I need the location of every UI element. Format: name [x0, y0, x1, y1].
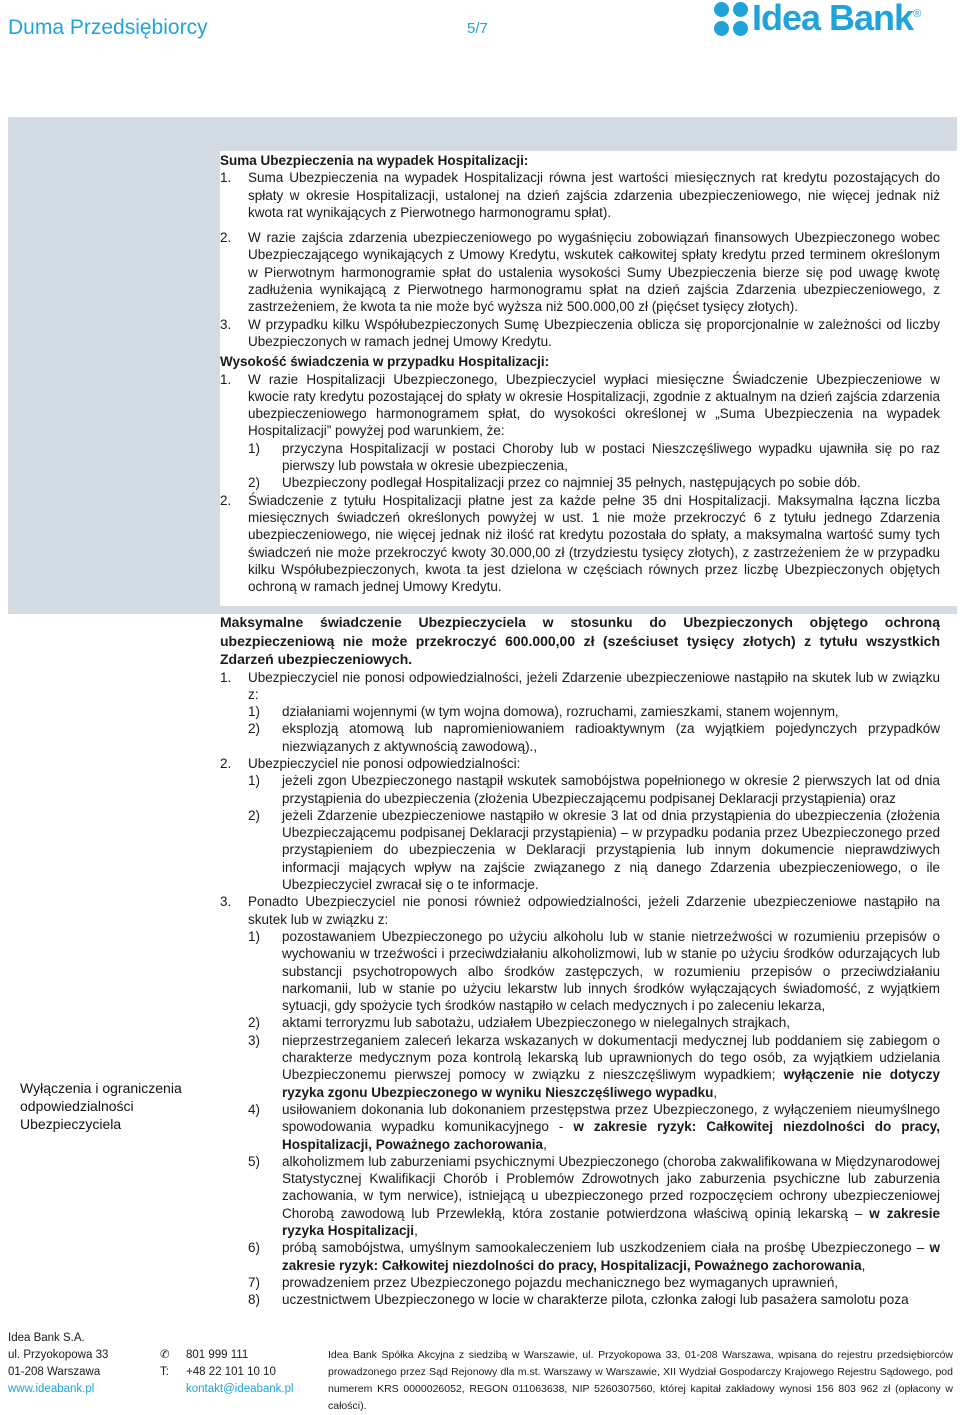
page-number: 5/7	[467, 20, 488, 37]
footer-email-link[interactable]: kontakt@ideabank.pl	[186, 1383, 294, 1395]
sub-item: 2) Ubezpieczony podlegał Hospitalizacji przez co najmniej 35 pełnych, następujących po sobie dób.	[248, 475, 861, 491]
max-benefit-heading: Maksymalne świadczenie Ubezpieczyciela w stosunku do Ubezpieczonych objętego ochroną ubezpieczeniową nie może przekroczyć 600.000,00 zł (sześciuset tysięcy złotych) z tytułu wszystkich Zdarzeń ubezpieczeniowych.	[220, 614, 940, 667]
logo-wordmark: Idea Bank®	[752, 0, 921, 38]
sub-item: 1) działaniami wojennymi (w tym wojna domowa), rozruchami, zamieszkami, stanem wojennym,	[248, 704, 839, 720]
section-label-exclusions: Wyłączenia i ograniczenia odpowiedzialności Ubezpieczyciela	[20, 1080, 182, 1132]
phone-icon: ✆	[160, 1349, 170, 1361]
list-item: 1. W razie Hospitalizacji Ubezpieczonego, Ubezpieczyciel wypłaci miesięczne Świadczenie Ubezpieczeniowe w kwocie raty kredytu pozostającej do spłaty w okresie Hospitalizacji, zgodnie z aktualnym na dzień zajścia zdarzenia ubezpieczeniowego harmonogramem spłat, do wysokości określonej w „Suma Ubezpieczenia na wypadek Hospitalizacji” powyżej pod warunkiem, że:	[220, 371, 940, 439]
sub-item: 6) próbą samobójstwa, umyślnym samookaleczeniem lub uszkodzeniem ciała na prośbę Ubezpieczonego – w zakresie ryzyk: Całkowitej niezdolności do pracy, Hospitalizacji, Poważnego zachorowania,	[248, 1240, 940, 1273]
footer-website-link[interactable]: www.ideabank.pl	[8, 1383, 95, 1395]
exclusions-content	[220, 613, 940, 1308]
footer-address	[8, 1330, 148, 1398]
sub-item: 4) usiłowaniem dokonania lub dokonaniem przestępstwa przez Ubezpieczonego, z wyłączeniem nieumyślnego spowodowania wypadku komunikacyjnego - w zakresie ryzyk: Całkowitej niezdolności do pracy, Hospitalizacji, Poważnego zachorowania,	[248, 1101, 940, 1152]
footer-street: ul. Przyokopowa 33	[8, 1349, 109, 1361]
suma-heading: Suma Ubezpieczenia na wypadek Hospitalizacji:	[220, 153, 529, 168]
footer-phone: ✆ 801 999 111	[160, 1347, 310, 1364]
wysokosc-heading: Wysokość świadczenia w przypadku Hospitalizacji:	[220, 354, 550, 370]
list-item: 1. Suma Ubezpieczenia na wypadek Hospitalizacji równa jest wartości miesięcznych rat kredytu pozostających do spłaty w okresie Hospitalizacji, ustalonej na dzień zajścia zdarzenia ubezpieczeniowego, nie więcej jednak niż kwota rat wynikających z Pierwotnego harmonogramu spłat).	[220, 170, 940, 220]
footer-company: Idea Bank S.A.	[8, 1332, 85, 1344]
list-item: 2. Świadczenie z tytułu Hospitalizacji płatne jest za każde pełne 35 dni Hospitalizacji. Maksymalna łączna liczba miesięcznych świadczeń określonych powyżej w ust. 1 nie może przekroczyć 6 z tytułu jednego Zdarzenia ubezpieczeniowego, nie więcej jednak niż ilość rat kredytu pozostała do spłaty, a maksymalna wartość sumy tych świadczeń nie może przekroczyć kwoty 30.000,00 zł (trzydziestu tysięcy złotych), z zastrzeżeniem że w przypadku kilku Współubezpieczonych, kwota ta jest dzielona w częściach równych przez liczbę Ubezpieczonych objętych ochroną w ramach jednej Umowy Kredytu.	[220, 492, 940, 595]
list-item: 2. W razie zajścia zdarzenia ubezpieczeniowego po wygaśnięciu zobowiązań finansowych Ubezpieczonego wobec Ubezpieczającego wynikających z Umowy Kredytu, wskutek całkowitej spłaty kredytu przed terminem określonym w Pierwotnym harmonogramie spłat do ustalenia wysokości Sumy Ubezpieczenia bierze się pod uwagę kwotę zadłużenia wynikającą z Pierwotnego harmonogramu spłat na dzień zajścia Zdarzenia ubezpieczeniowego, z zastrzeżeniem, że kwota ta nie może być wyższa niż 500.000,00 zł (pięćset tysięcy złotych).	[220, 230, 940, 315]
sub-item: 7) prowadzeniem przez Ubezpieczonego pojazdu mechanicznego bez wymaganych uprawnień,	[248, 1274, 839, 1290]
document-title: Duma Przedsiębiorcy	[8, 16, 208, 39]
sub-item: 3) nieprzestrzeganiem zaleceń lekarza wskazanych w dokumentacji medycznej lub poddaniem się zabiegom o charakterze medycznym poza kontrolą lekarską lub uprawnionych do tego osób, za wyjątkiem udzielania Ubezpieczonemu pierwszej pomocy w związku z nieszczęśliwym wypadkiem; wyłączenie nie dotyczy ryzyka zgonu Ubezpieczonego w wyniku Nieszczęśliwego wypadku,	[248, 1032, 940, 1100]
sub-item: 2) eksplozją atomową lub napromieniowaniem radioaktywnym (za wyjątkiem pojedynczych przypadków niezwiązanych z aktywnością zawodową).,	[248, 721, 940, 754]
list-item: 1. Ubezpieczyciel nie ponosi odpowiedzialności, jeżeli Zdarzenie ubezpieczeniowe nastąpiło na skutek lub w związku z:	[220, 669, 940, 702]
sub-item: 2) jeżeli Zdarzenie ubezpieczeniowe nastąpiło w okresie 3 lat od dnia przystąpienia do ubezpieczenia (złożenia Ubezpieczającemu podpisanej Deklaracji przystąpienia) – w przypadku podania przez Ubezpieczonego przed przystąpieniem do ubezpieczenia w Deklaracji przystąpienia lub innym dokumencie nieprawdziwych informacji mających wpływ na zajście związanego z nią danego Zdarzenia ubezpieczeniowego, o ile Ubezpieczyciel zwracał się o te informacje.	[248, 807, 940, 893]
list-item: 2. Ubezpieczyciel nie ponosi odpowiedzialności:	[220, 755, 521, 771]
footer-tel: T: +48 22 101 10 10	[160, 1366, 276, 1378]
footer-city: 01-208 Warszawa	[8, 1366, 101, 1378]
sub-item: 1) jeżeli zgon Ubezpieczonego nastąpił wskutek samobójstwa popełnionego w okresie 2 pierwszych lat od dnia przystąpienia do ubezpieczenia (złożenia Ubezpieczającemu podpisanej Deklaracji przystąpienia) oraz	[248, 773, 940, 806]
hospitalization-content	[220, 152, 940, 595]
list-item: 3. Ponadto Ubezpieczyciel nie ponosi również odpowiedzialności, jeżeli Zdarzenie ubezpieczeniowe nastąpiło na skutek lub w związku z:	[220, 894, 940, 927]
sub-item: 1) pozostawaniem Ubezpieczonego po użyciu alkoholu lub w stanie nietrzeźwości w rozumieniu przepisów o wychowaniu w trzeźwości i przeciwdziałaniu alkoholizmowi, lub w stanie po użyciu środków odurzających lub substancji psychotropowych albo środków zastępczych, w rozumieniu przepisów o przeciwdziałaniu narkomanii, lub w stanie po użyciu lekarstw lub innych środków wyłączających świadomość, z wyjątkiem sytuacji, gdy spożycie tych środków nastąpiło w celach medycznych i po zaleceniu lekarza,	[248, 928, 940, 1014]
idea-bank-logo	[714, 0, 954, 40]
sub-item: 1) przyczyna Hospitalizacji w postaci Choroby lub w postaci Nieszczęśliwego wypadku ujawniła się po raz pierwszy lub powstała w okresie ubezpieczenia,	[248, 440, 940, 474]
list-item: 3. W przypadku kilku Współubezpieczonych Sumę Ubezpieczenia oblicza się proporcjonalnie w zależności od liczby Ubezpieczonych w ramach jednej Umowy Kredytu.	[220, 316, 940, 349]
page-footer	[0, 1330, 960, 1412]
footer-legal-text: Idea Bank Spółka Akcyjna z siedzibą w Warszawie, ul. Przyokopowa 33, 01-208 Warszawa, wpisana do rejestru przedsiębiorców prowadzonego przez Sąd Rejonowy dla m.st. Warszawy w Warszawie, XII Wydział Gospodarczy Krajowego Rejestru Sądowego, pod numerem KRS 0000026052, REGON 011063638, NIP 5260307560, której kapitał zakładowy wynosi 156 803 962 zł (opłacony w całości).	[328, 1349, 953, 1412]
sub-item: 8) uczestnictwem Ubezpieczonego w locie w charakterze pilota, członka załogi lub pasażera samolotu poza	[248, 1292, 909, 1308]
sub-item: 2) aktami terroryzmu lub sabotażu, udziałem Ubezpieczonego w nielegalnych strajkach,	[248, 1015, 791, 1031]
logo-dots-icon	[714, 2, 748, 36]
sub-item: 5) alkoholizmem lub zaburzeniami psychicznymi Ubezpieczonego (choroba zakwalifikowana w Międzynarodowej Statystycznej Kwalifikacji Chorób i Problemów Zdrowotnych jako zaburzenia psychiczne lub zaburzenia zachowania, w tym nerwice), istniejącą u ubezpieczonego przed rozpoczęciem ochrony ubezpieczeniowej Chorobą zawodową lub Przewlekłą, która zostanie potwierdzona właściwą opinią lekarską – w zakresie ryzyka Hospitalizacji,	[248, 1153, 940, 1238]
footer-contact	[160, 1347, 310, 1398]
page-header	[0, 0, 960, 70]
